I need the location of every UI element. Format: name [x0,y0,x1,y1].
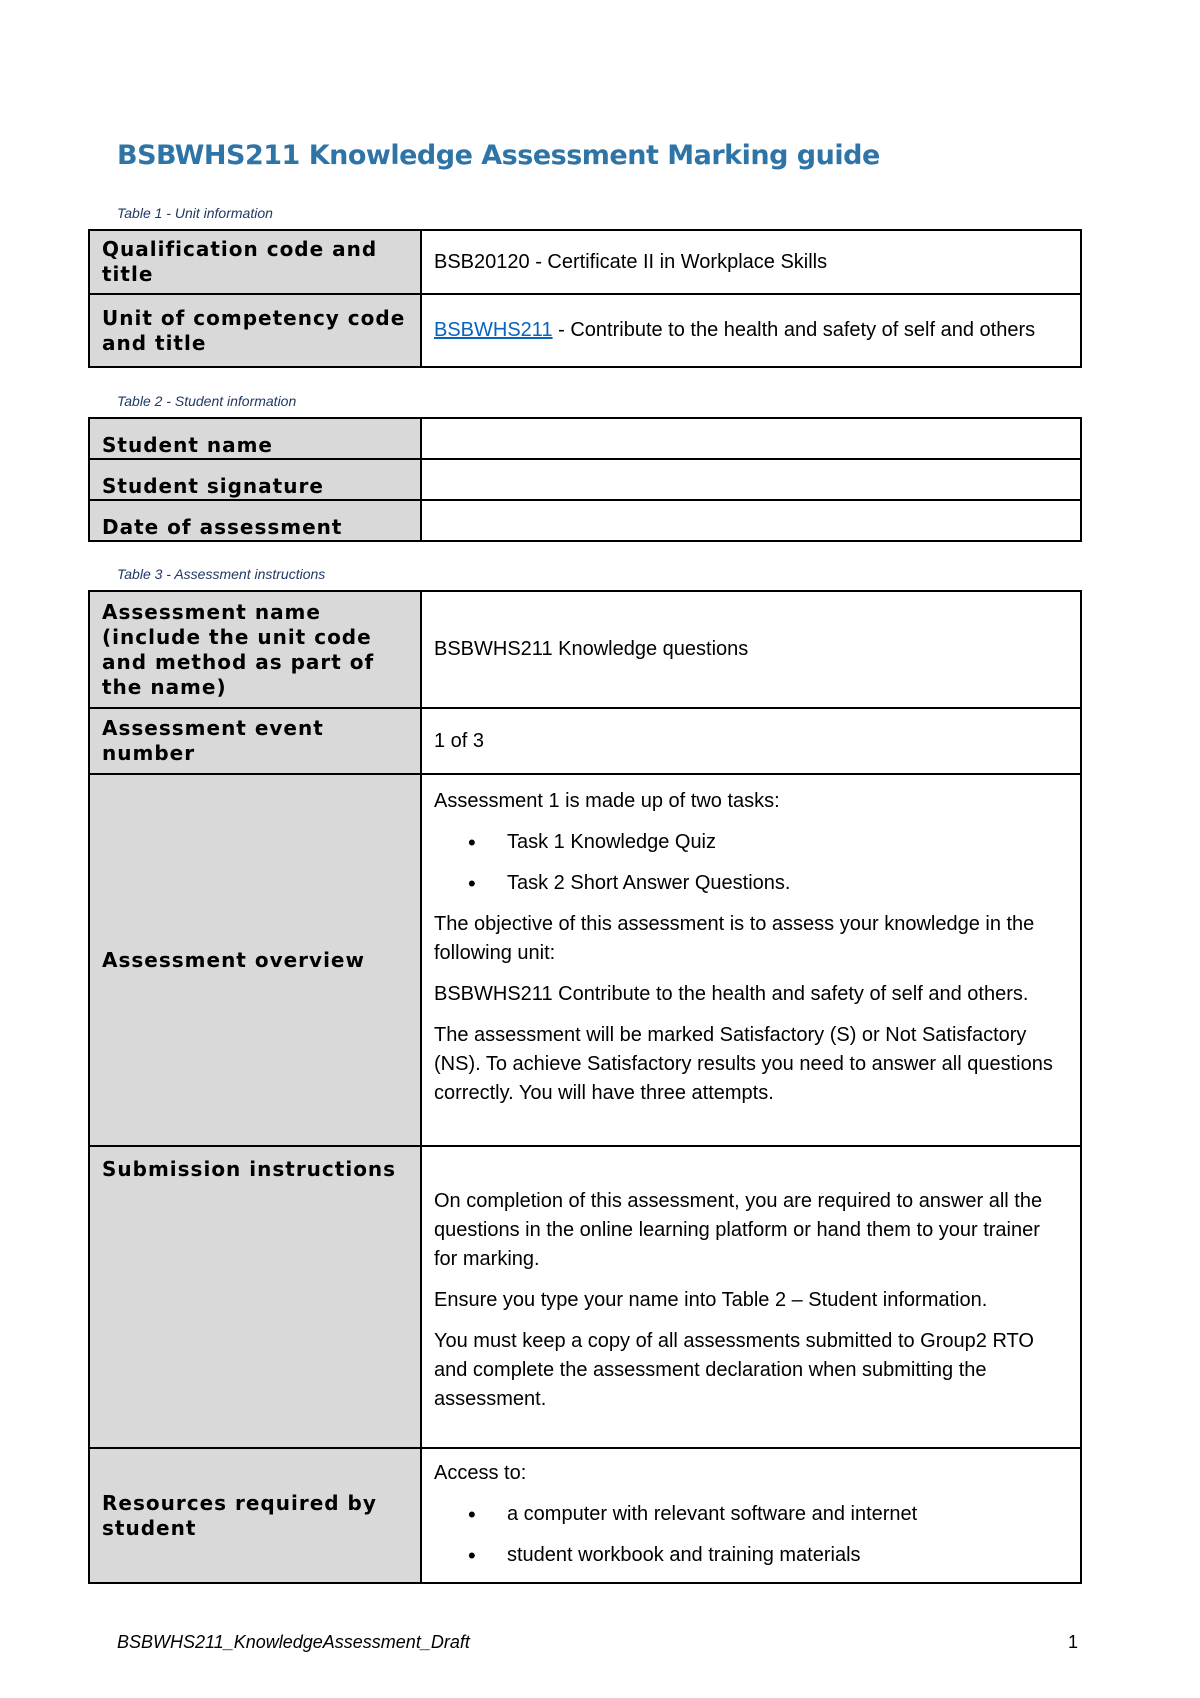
table-row [89,418,1081,459]
table-row [89,591,1081,708]
overview-intro: Assessment 1 is made up of two tasks: [434,790,780,812]
table-row [89,1146,1081,1448]
table-row [89,500,1081,541]
submission-paragraph: Ensure you type your name into Table 2 – Student information. [434,1289,988,1311]
list-item: • Task 1 Knowledge Quiz [434,828,1068,857]
student-signature-field[interactable] [421,459,1081,500]
resources-content [421,1448,1081,1583]
event-number-label: Assessment event number [89,708,421,774]
table-row [89,230,1081,294]
task-list [434,828,1068,898]
table-row [89,294,1081,367]
qualification-label: Qualification code and title [89,230,421,294]
student-information-table [88,417,1082,542]
overview-marking: The assessment will be marked Satisfactory (S) or Not Satisfactory (NS). To achieve Satisfactory results you need to answer all questions correctly. You will have three attempts. [434,1024,1053,1104]
event-number-value: 1 of 3 [421,708,1081,774]
footer-document-name: BSBWHS211_KnowledgeAssessment_Draft [117,1632,470,1652]
list-item: • a computer with relevant software and internet [434,1500,1068,1529]
submission-content [421,1146,1081,1448]
submission-paragraph: On completion of this assessment, you are required to answer all the questions in the online learning platform or hand them to your trainer for marking. [434,1190,1043,1270]
qualification-value: BSB20120 - Certificate II in Workplace Skills [421,230,1081,294]
table-row [89,459,1081,500]
assessment-instructions-table [88,590,1082,1584]
student-name-field[interactable] [421,418,1081,459]
student-name-label: Student name [89,418,421,459]
table-row [89,1448,1081,1583]
unit-label: Unit of competency code and title [89,294,421,367]
table-row [89,708,1081,774]
overview-unit: BSBWHS211 Contribute to the health and safety of self and others. [434,983,1029,1005]
date-of-assessment-field[interactable] [421,500,1081,541]
table-row [89,774,1081,1146]
overview-objective: The objective of this assessment is to assess your knowledge in the following unit: [434,913,1035,964]
overview-content [421,774,1081,1146]
page-title: BSBWHS211 Knowledge Assessment Marking guide [117,140,880,171]
table3-caption: Table 3 - Assessment instructions [117,566,326,582]
list-item: • Task 2 Short Answer Questions. [434,869,1068,898]
resources-list [434,1500,1068,1570]
resources-intro: Access to: [434,1462,527,1484]
table1-caption: Table 1 - Unit information [117,205,273,221]
submission-label: Submission instructions [89,1146,421,1448]
unit-title-text: - Contribute to the health and safety of self and others [552,319,1036,341]
submission-paragraph: You must keep a copy of all assessments submitted to Group2 RTO and complete the assessment declaration when submitting the assessment. [434,1330,1034,1410]
date-of-assessment-label: Date of assessment [89,500,421,541]
list-item: • student workbook and training materials [434,1541,1068,1570]
student-signature-label: Student signature [89,459,421,500]
assessment-name-value: BSBWHS211 Knowledge questions [421,591,1081,708]
unit-information-table [88,229,1082,368]
unit-code-link[interactable]: BSBWHS211 [434,319,553,341]
assessment-name-label: Assessment name (include the unit code and method as part of the name) [89,591,421,708]
table2-caption: Table 2 - Student information [117,393,297,409]
unit-value [421,294,1081,367]
overview-label: Assessment overview [89,774,421,1146]
footer-page-number: 1 [1068,1632,1079,1652]
resources-label: Resources required by student [89,1448,421,1583]
